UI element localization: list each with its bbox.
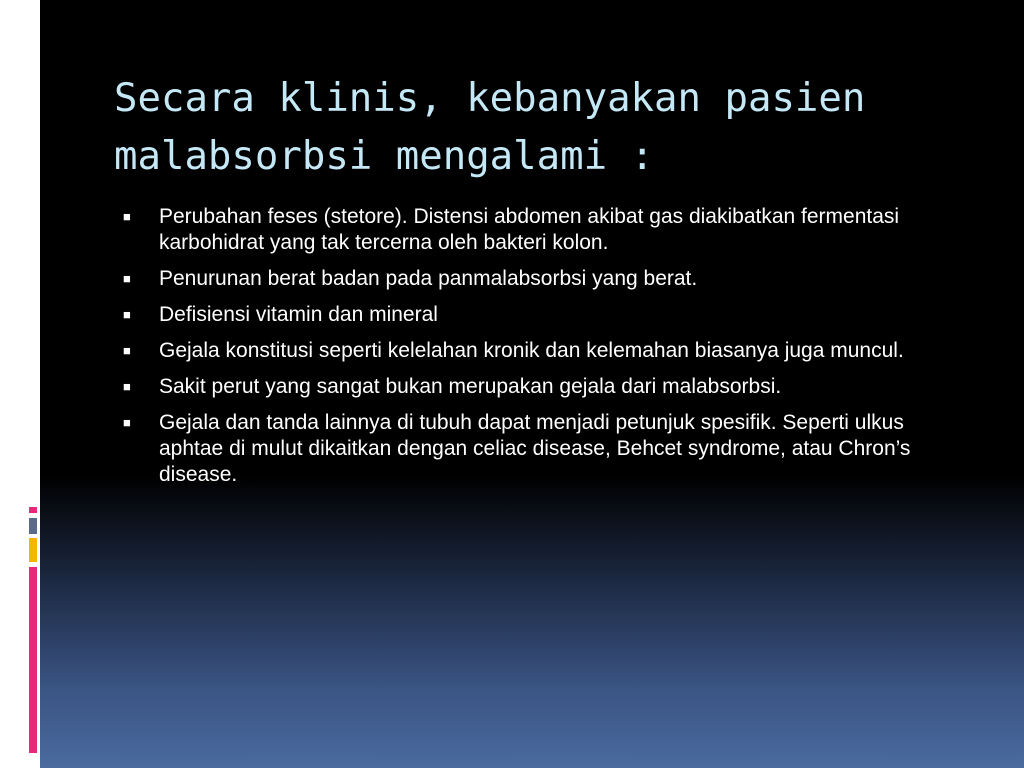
accent-yellow-block (29, 538, 37, 562)
square-bullet-icon: ■ (123, 379, 131, 394)
bullet-item (120, 302, 970, 328)
accent-gray-block (29, 518, 37, 534)
slide-title: Secara klinis, kebanyakan pasien malabsorbsi mengalami : (114, 76, 866, 179)
bullet-text: Gejala dan tanda lainnya di tubuh dapat menjadi petunjuk spesifik. Seperti ulkus aphtae di mulut dikaitkan dengan celiac disease, Behcet syndrome, atau Chron’s disease. (159, 411, 911, 486)
square-bullet-icon: ■ (123, 343, 131, 358)
bullet-item (120, 410, 970, 488)
bullet-list (120, 204, 970, 498)
bullet-text: Penurunan berat badan pada panmalabsorbsi yang berat. (159, 267, 698, 290)
bullet-item (120, 266, 970, 292)
bullet-text: Sakit perut yang sangat bukan merupakan gejala dari malabsorbsi. (159, 375, 782, 398)
bullet-text: Perubahan feses (stetore). Distensi abdomen akibat gas diakibatkan fermentasi karbohidrat yang tak tercerna oleh bakteri kolon. (159, 205, 900, 254)
slide (40, 0, 1024, 768)
accent-pink-bar (29, 567, 37, 753)
square-bullet-icon: ■ (123, 209, 131, 224)
bullet-item (120, 374, 970, 400)
bullet-text: Defisiensi vitamin dan mineral (159, 303, 438, 326)
accent-pink-square (29, 507, 37, 513)
bullet-item (120, 338, 970, 364)
bullet-item (120, 204, 970, 256)
square-bullet-icon: ■ (123, 271, 131, 286)
square-bullet-icon: ■ (123, 415, 131, 430)
square-bullet-icon: ■ (123, 307, 131, 322)
slide-left-margin (0, 0, 40, 768)
bullet-text: Gejala konstitusi seperti kelelahan kronik dan kelemahan biasanya juga muncul. (159, 339, 904, 362)
